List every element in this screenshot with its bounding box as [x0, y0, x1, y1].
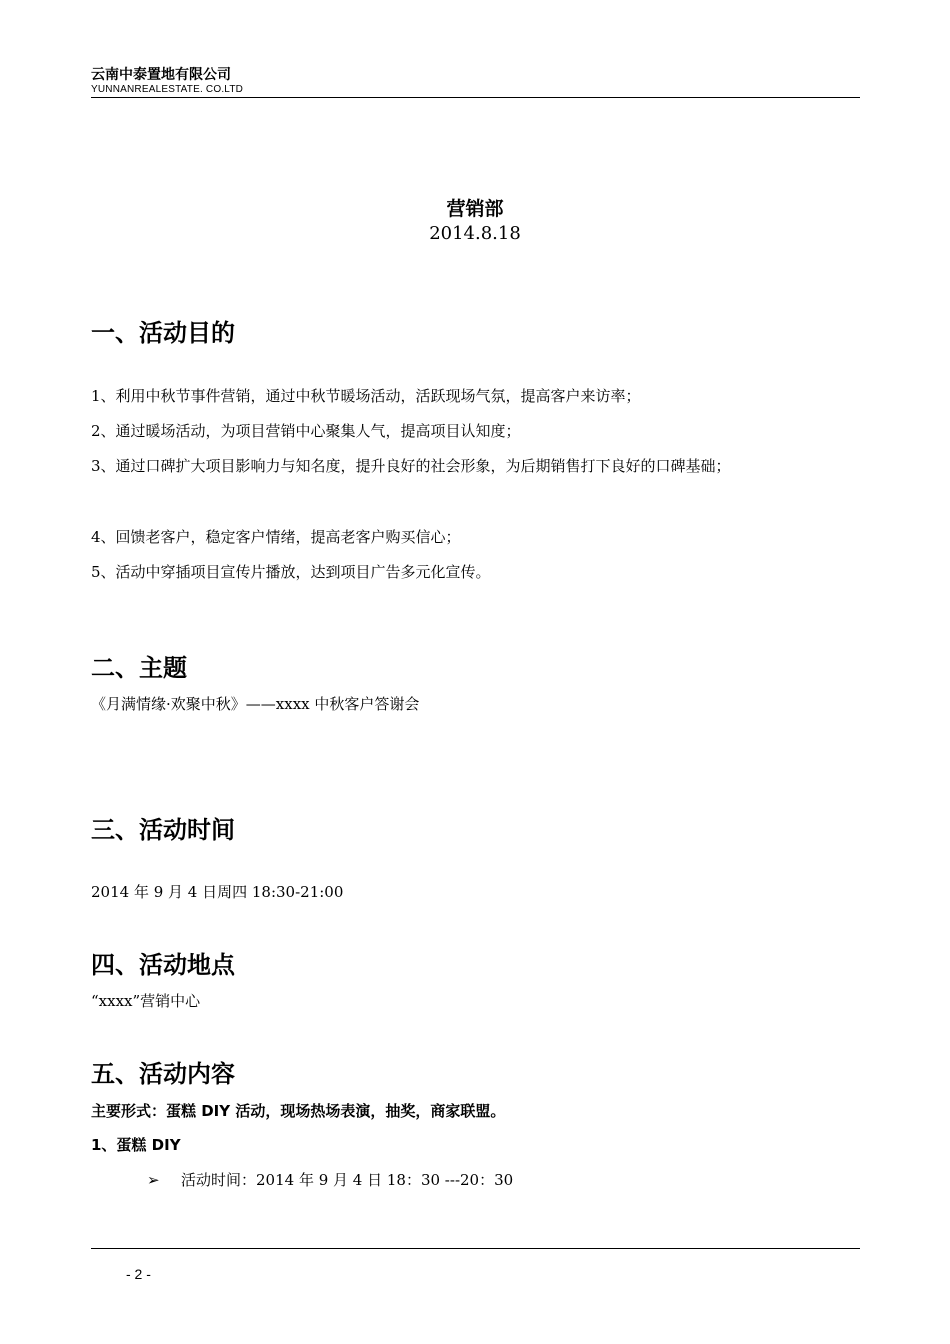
section-1-item-5: 5、活动中穿插项目宣传片播放，达到项目广告多元化宣传。: [91, 563, 491, 581]
header-company-name-cn: 云南中泰置地有限公司: [91, 67, 231, 83]
section-5-main-form: 主要形式：蛋糕 DIY 活动，现场热场表演，抽奖，商家联盟。: [91, 1102, 506, 1120]
section-3-heading: 三、活动时间: [91, 816, 235, 844]
department-title: 营销部: [446, 198, 504, 220]
section-1-item-1: 1、利用中秋节事件营销，通过中秋节暖场活动，活跃现场气氛，提高客户来访率；: [91, 387, 641, 405]
section-5-subheading-1: 1、蛋糕 DIY: [91, 1136, 181, 1154]
arrowhead-bullet-icon: ➢: [147, 1171, 160, 1189]
footer-rule: [91, 1248, 860, 1249]
section-5-heading: 五、活动内容: [91, 1060, 235, 1088]
section-2-theme: 《月满情缘·欢聚中秋》——xxxx 中秋客户答谢会: [91, 695, 420, 713]
document-date: 2014.8.18: [429, 223, 521, 244]
page-number: - 2 -: [126, 1266, 151, 1282]
section-4-heading: 四、活动地点: [91, 951, 235, 979]
section-4-location: “xxxx”营销中心: [91, 992, 201, 1010]
header-company-name-en: YUNNANREALESTATE. CO.LTD: [91, 84, 244, 95]
section-2-heading: 二、主题: [91, 654, 187, 682]
header-rule: [91, 97, 860, 98]
section-1-heading: 一、活动目的: [91, 319, 235, 347]
section-3-time: 2014 年 9 月 4 日周四 18:30-21:00: [91, 883, 344, 901]
section-1-item-2: 2、通过暖场活动，为项目营销中心聚集人气，提高项目认知度；: [91, 422, 521, 440]
section-1-item-4: 4、回馈老客户，稳定客户情绪，提高老客户购买信心；: [91, 528, 461, 546]
section-5-activity-time: 活动时间：2014 年 9 月 4 日 18：30 ---20：30: [181, 1171, 514, 1189]
section-1-item-3: 3、通过口碑扩大项目影响力与知名度，提升良好的社会形象，为后期销售打下良好的口碑基础；: [91, 457, 731, 475]
